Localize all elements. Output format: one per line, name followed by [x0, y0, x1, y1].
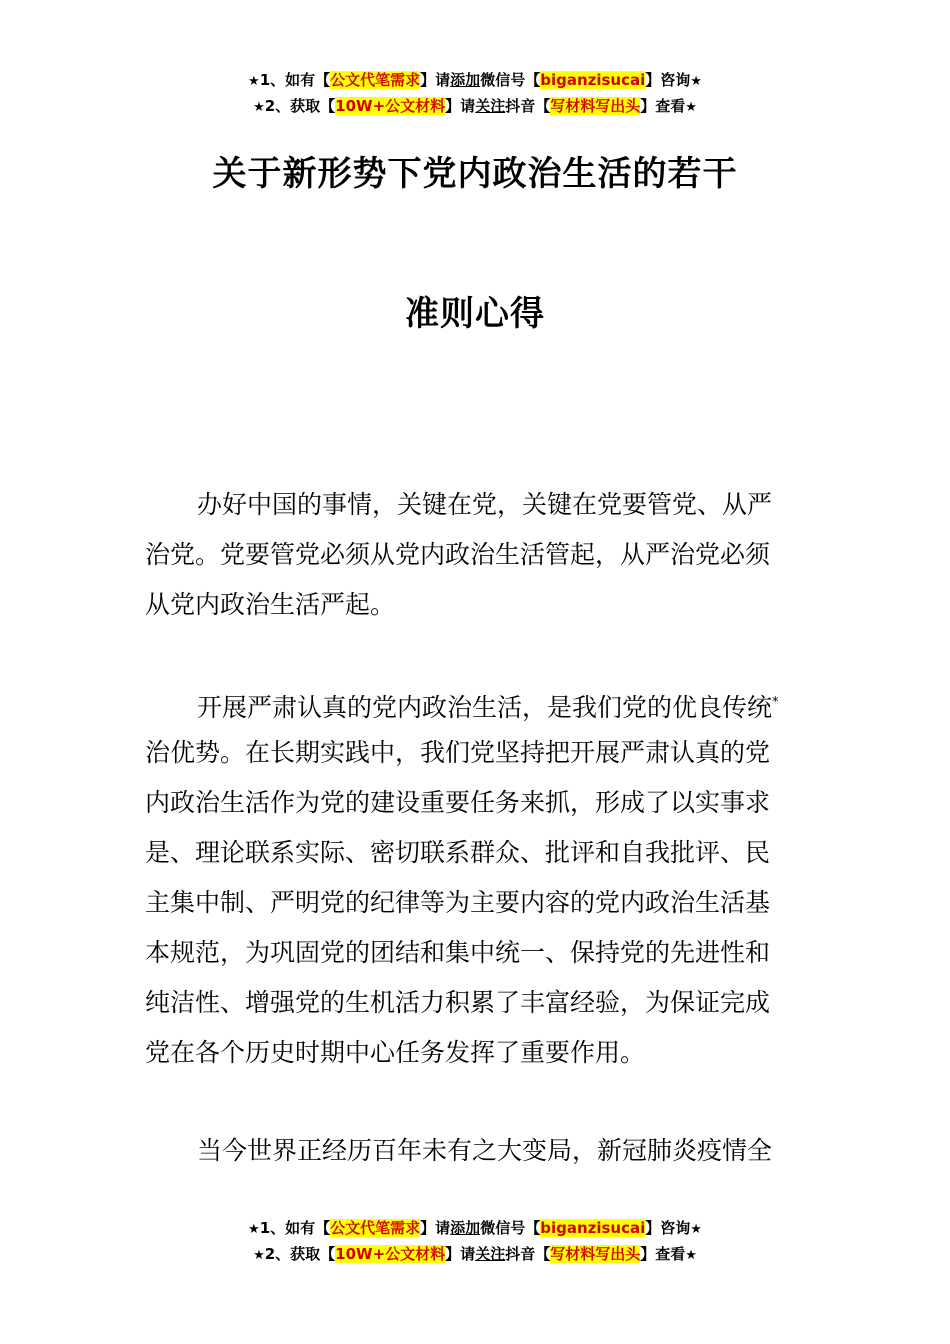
promo-line-1	[0, 1216, 950, 1242]
promo-highlight: 10W+公文材料	[335, 1245, 446, 1263]
promo-text: 】查看	[640, 97, 686, 115]
promo-text: 】咨询	[645, 71, 691, 89]
promo-highlight: biganzisucai	[540, 71, 646, 89]
star-icon: ★	[248, 74, 260, 89]
text-segment: 开展严肃认真的党内政治生活，是我们党的优良传统	[197, 693, 773, 722]
star-icon: ★	[685, 100, 697, 115]
text-line: 本规范，为巩固党的团结和集中统一、保持党的先进性和	[145, 938, 771, 967]
promo-text: 1、如有【	[259, 71, 331, 89]
text-line: 纯洁性、增强党的生机活力积累了丰富经验，为保证完成	[145, 988, 771, 1017]
promo-line-2	[0, 94, 950, 120]
promo-text: 】请	[445, 97, 476, 115]
promo-text: 1、如有【	[259, 1219, 331, 1237]
text-line: 治党。党要管党必须从党内政治生活管起，从严治党必须	[145, 540, 771, 569]
body-paragraph-2	[145, 678, 810, 1078]
promo-highlight: 写材料写出头	[550, 1245, 641, 1263]
star-icon: ★	[253, 100, 265, 115]
promo-underlined: 关注	[475, 1245, 506, 1263]
promo-highlight: 10W+公文材料	[335, 97, 446, 115]
star-icon: ★	[253, 1248, 265, 1263]
promo-text: 抖音【	[505, 97, 551, 115]
text-line: 办好中国的事情，关键在党，关键在党要管党、从严	[197, 490, 773, 519]
promo-underlined: 关注	[475, 97, 506, 115]
promo-banner-bottom	[0, 1216, 950, 1268]
text-line: 当今世界正经历百年未有之大变局，新冠肺炎疫情全	[197, 1136, 773, 1165]
star-icon: ★	[685, 1248, 697, 1263]
text-line: 内政治生活作为党的建设重要任务来抓，形成了以实事求	[145, 788, 771, 817]
promo-text: 】请	[420, 1219, 451, 1237]
promo-highlight: 写材料写出头	[550, 97, 641, 115]
document-title-line-1: 关于新形势下党内政治生活的若干	[212, 154, 738, 194]
promo-text: 微信号【	[480, 71, 541, 89]
promo-highlight: 公文代笔需求	[330, 1219, 421, 1237]
promo-text: 】查看	[640, 1245, 686, 1263]
promo-highlight: biganzisucai	[540, 1219, 646, 1237]
promo-text: 抖音【	[505, 1245, 551, 1263]
star-icon: ★	[690, 74, 702, 89]
promo-text: 2、获取【	[264, 97, 336, 115]
promo-text: 】请	[420, 71, 451, 89]
document-title-line-2: 准则心得	[405, 294, 545, 334]
text-line: 从党内政治生活严起。	[145, 590, 396, 619]
text-line: 是、理论联系实际、密切联系群众、批评和自我批评、民	[145, 838, 771, 867]
promo-banner-top	[0, 68, 950, 120]
truncated-mark: *	[772, 695, 779, 710]
promo-text: 】请	[445, 1245, 476, 1263]
promo-line-2	[0, 1242, 950, 1268]
promo-underlined: 添加	[450, 71, 481, 89]
promo-underlined: 添加	[450, 1219, 481, 1237]
promo-text: 微信号【	[480, 1219, 541, 1237]
body-paragraph-1	[145, 480, 810, 630]
text-line: 党在各个历史时期中心任务发挥了重要作用。	[145, 1038, 646, 1067]
text-line	[145, 678, 810, 728]
text-line: 主集中制、严明党的纪律等为主要内容的党内政治生活基	[145, 888, 771, 917]
body-paragraph-3	[145, 1126, 810, 1176]
promo-line-1	[0, 68, 950, 94]
promo-text: 2、获取【	[264, 1245, 336, 1263]
promo-text: 】咨询	[645, 1219, 691, 1237]
star-icon: ★	[690, 1222, 702, 1237]
text-line: 治优势。在长期实践中，我们党坚持把开展严肃认真的党	[145, 738, 771, 767]
promo-highlight: 公文代笔需求	[330, 71, 421, 89]
star-icon: ★	[248, 1222, 260, 1237]
